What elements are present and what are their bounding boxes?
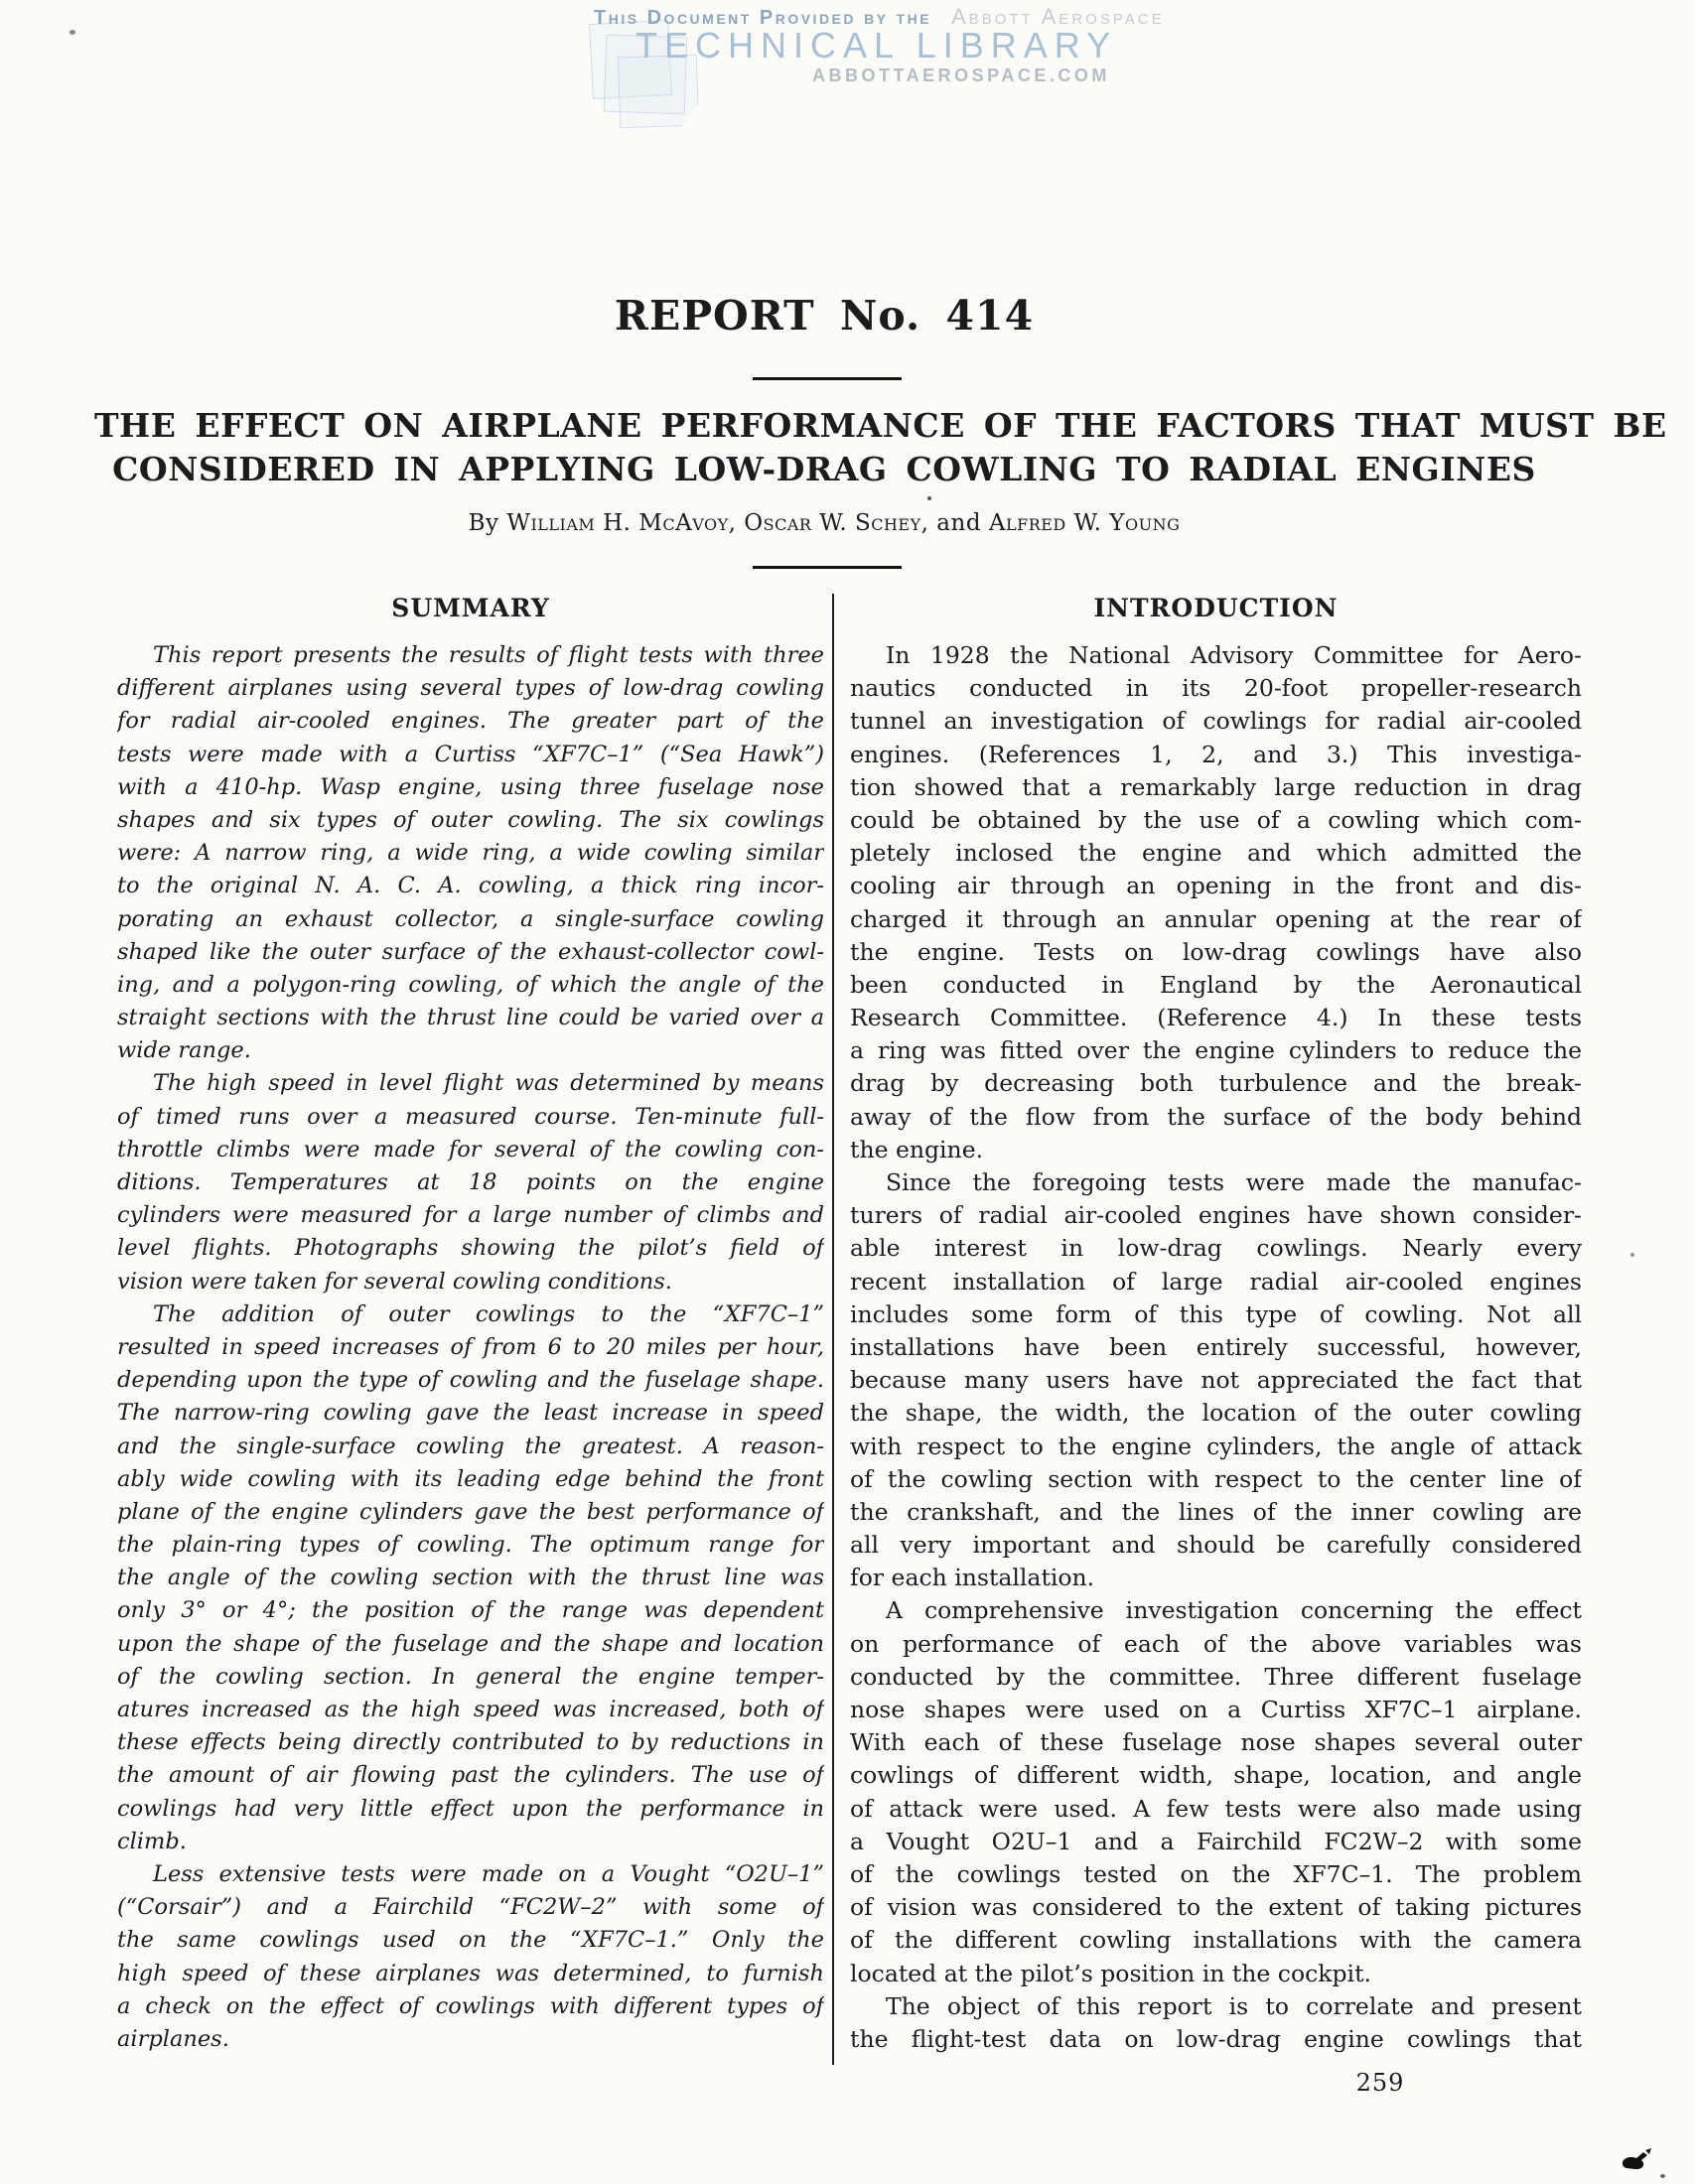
text-line: away of the flow from the surface of the body behind: [850, 1102, 1582, 1131]
text-line: throttle climbs were made for several of the cowling con-: [117, 1136, 824, 1162]
summary-body: [117, 639, 824, 2056]
paragraph: [117, 1298, 824, 1858]
paragraph: [850, 1594, 1582, 1989]
watermark: [536, 4, 1172, 133]
text-line: on performance of each of the above variables was: [850, 1629, 1582, 1658]
byline-last-author: Alfred W. Young: [988, 510, 1181, 536]
summary-column: [117, 594, 824, 2056]
text-line: A comprehensive investigation concerning the effect: [886, 1596, 1582, 1625]
watermark-url: ABBOTTAEROSPACE.COM: [812, 66, 1110, 85]
text-line: ditions. Temperatures at 18 points on the engine: [117, 1169, 824, 1195]
text-line: vision were taken for several cowling conditions.: [117, 1268, 672, 1295]
text-line: Less extensive tests were made on a Vought “O2U–1”: [153, 1860, 824, 1887]
ink-speck: [70, 30, 75, 35]
text-line: The addition of outer cowlings to the “XF7C–1”: [153, 1300, 824, 1327]
text-line: because many users have not appreciated the fact that: [850, 1366, 1582, 1395]
text-line: cowlings of different width, shape, location, and angle: [850, 1761, 1582, 1790]
text-line: turers of radial air-cooled engines have shown consider-: [850, 1201, 1582, 1230]
watermark-brand-text: Abbott Aerospace: [951, 4, 1165, 29]
text-line: been conducted in England by the Aeronautical: [850, 970, 1582, 999]
text-line: This report presents the results of flight tests with three: [153, 642, 824, 668]
summary-heading: SUMMARY: [391, 594, 550, 622]
introduction-body: [850, 639, 1582, 2056]
text-line: for each installation.: [850, 1564, 1095, 1592]
byline-prefix: By: [468, 510, 499, 536]
page-number: 259: [1355, 2069, 1405, 2097]
byline-authors: William H. McAvoy, Oscar W. Schey,: [506, 510, 929, 536]
introduction-column: [850, 594, 1582, 2056]
watermark-provided-text: This Document Provided by the: [594, 7, 932, 29]
text-line: pletely inclosed the engine and which admitted the: [850, 839, 1582, 868]
divider-rule-top: [753, 377, 902, 380]
text-line: With each of these fuselage nose shapes several outer: [850, 1728, 1582, 1757]
text-line: the shape, the width, the location of the outer cowling: [850, 1399, 1582, 1428]
text-line: tests were made with a Curtiss “XF7C–1” (“Sea Hawk”): [117, 741, 824, 767]
text-line: all very important and should be carefully considered: [850, 1531, 1582, 1560]
text-line: with a 410-hp. Wasp engine, using three fuselage nose: [117, 773, 824, 800]
text-line: the same cowlings used on the “XF7C–1.” Only the: [117, 1927, 824, 1954]
text-line: depending upon the type of cowling and the fuselage shape.: [117, 1367, 824, 1394]
report-title-line2: CONSIDERED IN APPLYING LOW-DRAG COWLING TO RADIAL ENGINES: [112, 450, 1536, 488]
text-line: for radial air-cooled engines. The greater part of the: [117, 708, 824, 735]
text-line: Since the foregoing tests were made the manufac-: [886, 1168, 1582, 1196]
text-line: tunnel an investigation of cowlings for radial air-cooled: [850, 707, 1582, 736]
paragraph: [850, 639, 1582, 1166]
text-line: the amount of air flowing past the cylinders. The use of: [117, 1762, 824, 1789]
text-line: the angle of the cowling section with the thrust line was: [117, 1565, 824, 1591]
text-line: a ring was fitted over the engine cylinders to reduce the: [850, 1036, 1582, 1065]
text-line: of timed runs over a measured course. Ten-minute full-: [117, 1103, 824, 1130]
paragraph: [117, 1858, 824, 2056]
text-line: a Vought O2U–1 and a Fairchild FC2W–2 with some: [850, 1827, 1582, 1855]
text-line: conducted by the committee. Three different fuselage: [850, 1662, 1582, 1691]
text-line: and the single-surface cowling the greatest. A reason-: [117, 1433, 824, 1459]
text-line: the engine. Tests on low-drag cowlings have also: [850, 937, 1582, 966]
text-line: of attack were used. A few tests were also made using: [850, 1794, 1582, 1823]
text-line: Research Committee. (Reference 4.) In these tests: [850, 1004, 1582, 1032]
text-line: plane of the engine cylinders gave the best performance of: [117, 1498, 824, 1525]
introduction-heading: INTRODUCTION: [1093, 594, 1339, 622]
ink-speck: [1630, 1253, 1634, 1257]
text-line: charged it through an annular opening at the rear of: [850, 904, 1582, 933]
report-title-line1: THE EFFECT ON AIRPLANE PERFORMANCE OF THE FACTORS THAT MUST BE: [94, 406, 1667, 445]
text-line: nose shapes were used on a Curtiss XF7C–1 airplane.: [850, 1696, 1582, 1723]
text-line: tion showed that a remarkably large reduction in drag: [850, 772, 1582, 801]
text-line: high speed of these airplanes was determined, to furnish: [117, 1960, 824, 1986]
paragraph: [850, 1990, 1582, 2056]
text-line: resulted in speed increases of from 6 to 20 miles per hour,: [117, 1333, 824, 1360]
text-line: airplanes.: [117, 2025, 229, 2052]
text-line: with respect to the engine cylinders, the angle of attack: [850, 1432, 1582, 1460]
byline-conjunction: and: [936, 510, 982, 536]
text-line: the plain-ring types of cowling. The optimum range for: [117, 1532, 824, 1559]
text-line: atures increased as the high speed was increased, both of: [117, 1697, 824, 1722]
paragraph: [117, 1067, 824, 1297]
text-line: a check on the effect of cowlings with different types of: [117, 1992, 824, 2019]
text-line: were: A narrow ring, a wide ring, a wide cowling similar: [117, 840, 824, 867]
text-line: located at the pilot’s position in the cockpit.: [850, 1959, 1371, 1987]
text-line: the crankshaft, and the lines of the inner cowling are: [850, 1497, 1582, 1526]
text-line: ing, and a polygon-ring cowling, of which the angle of the: [117, 971, 824, 998]
text-line: In 1928 the National Advisory Committee for Aero-: [886, 641, 1582, 669]
text-line: recent installation of large radial air-cooled engines: [850, 1267, 1582, 1296]
ink-speck: [927, 496, 931, 500]
paragraph: [850, 1166, 1582, 1594]
divider-rule-bottom: [753, 566, 902, 569]
text-line: cooling air through an opening in the front and dis-: [850, 872, 1582, 900]
text-line: able interest in low-drag cowlings. Nearly every: [850, 1234, 1582, 1263]
text-line: The object of this report is to correlate and present: [886, 1991, 1582, 2020]
text-line: of the cowling section. In general the engine temper-: [117, 1663, 824, 1690]
text-line: the flight-test data on low-drag engine cowlings that: [850, 2024, 1582, 2053]
text-line: only 3° or 4°; the position of the range was dependent: [117, 1597, 824, 1624]
watermark-library-title: TECHNICAL LIBRARY: [635, 25, 1118, 66]
text-line: these effects being directly contributed to by reductions in: [117, 1729, 824, 1756]
text-line: cylinders were measured for a large number of climbs and: [117, 1202, 824, 1229]
text-line: shaped like the outer surface of the exhaust-collector cowl-: [117, 938, 824, 965]
text-line: of the cowlings tested on the XF7C–1. The problem: [850, 1859, 1582, 1888]
text-line: shapes and six types of outer cowling. The six cowlings: [117, 806, 824, 833]
text-line: cowlings had very little effect upon the performance in: [117, 1795, 824, 1822]
report-number: REPORT No. 414: [614, 292, 1035, 340]
text-line: The narrow-ring cowling gave the least increase in speed: [117, 1400, 824, 1427]
text-line: to the original N. A. C. A. cowling, a thick ring incor-: [117, 873, 824, 899]
text-line: upon the shape of the fuselage and the shape and location: [117, 1630, 824, 1657]
text-line: engines. (References 1, 2, and 3.) This investiga-: [850, 740, 1582, 768]
ink-speck: [1660, 2174, 1665, 2178]
text-line: The high speed in level flight was determined by means: [153, 1070, 824, 1097]
paragraph: [117, 639, 824, 1067]
text-line: straight sections with the thrust line could be varied over a: [117, 1005, 824, 1031]
text-line: of the different cowling installations with the camera: [850, 1926, 1582, 1955]
text-line: drag by decreasing both turbulence and the break-: [850, 1069, 1582, 1098]
text-line: installations have been entirely successful, however,: [850, 1332, 1582, 1361]
text-line: level flights. Photographs showing the pilot’s field of: [117, 1235, 824, 1262]
text-line: wide range.: [117, 1037, 251, 1064]
text-line: climb.: [117, 1828, 187, 1854]
text-line: different airplanes using several types of low-drag cowling: [117, 675, 824, 702]
ink-blot: [1617, 2146, 1656, 2176]
text-line: porating an exhaust collector, a single-surface cowling: [117, 905, 824, 932]
column-divider-rule: [832, 594, 834, 2065]
text-line: of the cowling section with respect to the center line of: [850, 1464, 1582, 1493]
text-line: ably wide cowling with its leading edge behind the front: [117, 1465, 824, 1492]
text-line: the engine.: [850, 1135, 984, 1163]
text-line: nautics conducted in its 20-foot propeller-research: [850, 674, 1582, 703]
text-line: (“Corsair”) and a Fairchild “FC2W–2” with some of: [117, 1894, 824, 1921]
text-line: could be obtained by the use of a cowling which com-: [850, 805, 1582, 834]
byline: [94, 510, 1554, 536]
text-line: includes some form of this type of cowling. Not all: [850, 1299, 1582, 1328]
text-line: of vision was considered to the extent of taking pictures: [850, 1893, 1582, 1922]
